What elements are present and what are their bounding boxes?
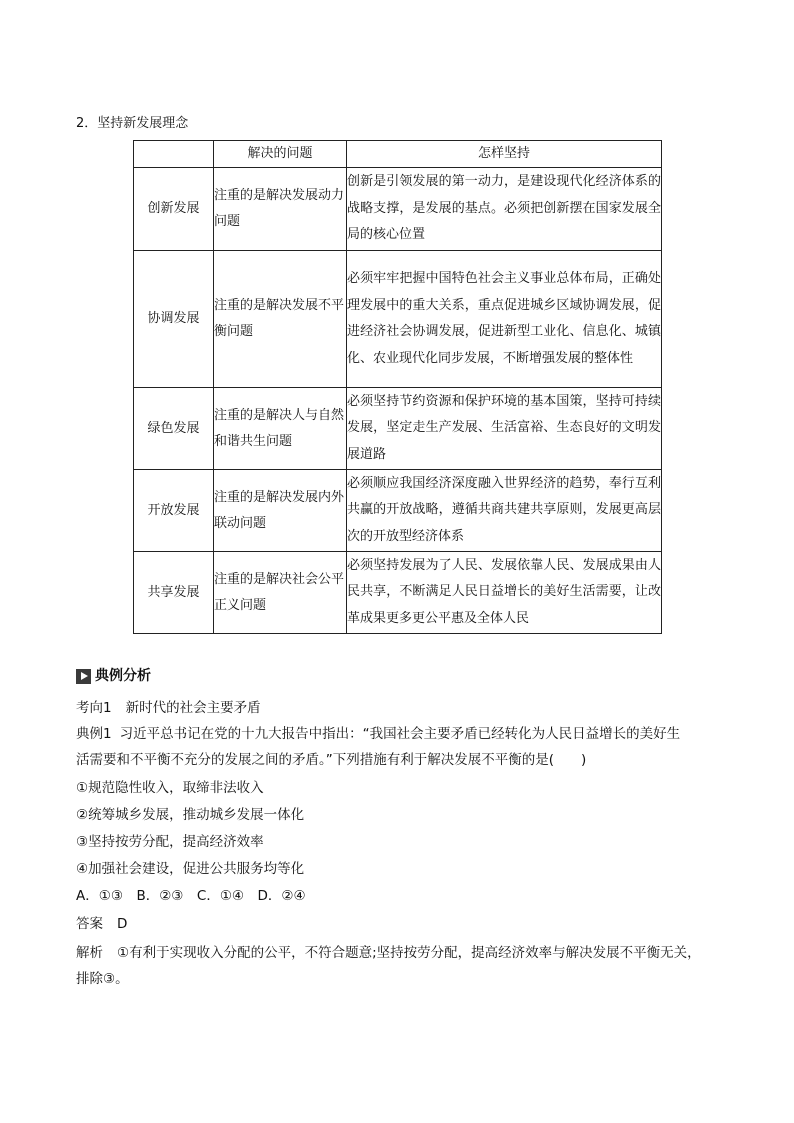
table-row	[134, 251, 662, 388]
question-line-2: 活需要和不平衡不充分的发展之间的矛盾。”下列措施有利于解决发展不平衡的是( )	[76, 752, 587, 768]
concept-problem: 注重的是解决人与自然和谐共生问题	[214, 388, 347, 470]
question-label: 典例1	[76, 726, 112, 742]
concept-how: 创新是引领发展的第一动力，是建设现代化经济体系的战略支撑，是发展的基点。必须把创新摆在国家发展全局的核心位置	[347, 168, 662, 251]
option-4: ④加强社会建设，促进公共服务均等化	[76, 861, 305, 877]
table-row	[134, 552, 662, 634]
concept-how: 必须牢牢把握中国特色社会主义事业总体布局，正确处理发展中的重大关系，重点促进城乡区域协调发展，促进经济社会协调发展，促进新型工业化、信息化、城镇化、农业现代化同步发展，不断增强发展的整体性	[347, 251, 662, 388]
answer-value: D	[117, 916, 128, 932]
example-analysis-title: 典例分析	[95, 668, 151, 684]
concept-name: 协调发展	[134, 251, 214, 388]
new-development-concepts-table	[133, 140, 662, 634]
concept-problem: 注重的是解决发展动力问题	[214, 168, 347, 251]
table-row	[134, 470, 662, 552]
table-header-row	[134, 141, 662, 168]
concept-how: 必须坚持节约资源和保护环境的基本国策，坚持可持续发展，坚定走生产发展、生活富裕、生态良好的文明发展道路	[347, 388, 662, 470]
analysis-line-2: 排除③。	[76, 971, 129, 987]
analysis-line-1	[76, 940, 720, 966]
table-row	[134, 388, 662, 470]
table-header-cell	[134, 141, 214, 168]
table-row	[134, 168, 662, 251]
analysis-label: 解析	[76, 945, 103, 961]
answer-label: 答案	[76, 916, 103, 932]
topic-label: 考向1	[76, 700, 112, 716]
topic-line	[76, 695, 720, 721]
question-line-1	[76, 721, 720, 747]
option-2: ②统筹城乡发展，推动城乡发展一体化	[76, 807, 305, 823]
concept-problem: 注重的是解决发展内外联动问题	[214, 470, 347, 552]
concept-name: 创新发展	[134, 168, 214, 251]
concept-how: 必须坚持发展为了人民、发展依靠人民、发展成果由人民共享，不断满足人民日益增长的美好生活需要，让改革成果更多更公平惠及全体人民	[347, 552, 662, 634]
concept-how: 必须顺应我国经济深度融入世界经济的趋势，奉行互利共赢的开放战略，遵循共商共建共享原则，发展更高层次的开放型经济体系	[347, 470, 662, 552]
choices-line: A．①③ B．②③ C．①④ D．②④	[76, 888, 306, 904]
concept-name: 开放发展	[134, 470, 214, 552]
analysis-text-1: ①有利于实现收入分配的公平，不符合题意;坚持按劳分配，提高经济效率与解决发展不平衡无关，	[117, 945, 701, 961]
question-text-1: 习近平总书记在党的十九大报告中指出：“我国社会主要矛盾已经转化为人民日益增长的美好生	[119, 726, 681, 742]
option-1: ①规范隐性收入，取缔非法收入	[76, 780, 264, 796]
answer-line	[76, 911, 720, 937]
concept-problem: 注重的是解决发展不平衡问题	[214, 251, 347, 388]
concept-problem: 注重的是解决社会公平正义问题	[214, 552, 347, 634]
topic-text: 新时代的社会主要矛盾	[125, 700, 261, 716]
table-header-cell: 解决的问题	[214, 141, 347, 168]
option-3: ③坚持按劳分配，提高经济效率	[76, 834, 264, 850]
concept-name: 绿色发展	[134, 388, 214, 470]
example-analysis-header	[76, 666, 151, 686]
table-header-cell: 怎样坚持	[347, 141, 662, 168]
concept-name: 共享发展	[134, 552, 214, 634]
play-triangle-icon	[76, 669, 91, 684]
section-heading: 2．坚持新发展理念	[76, 116, 189, 131]
